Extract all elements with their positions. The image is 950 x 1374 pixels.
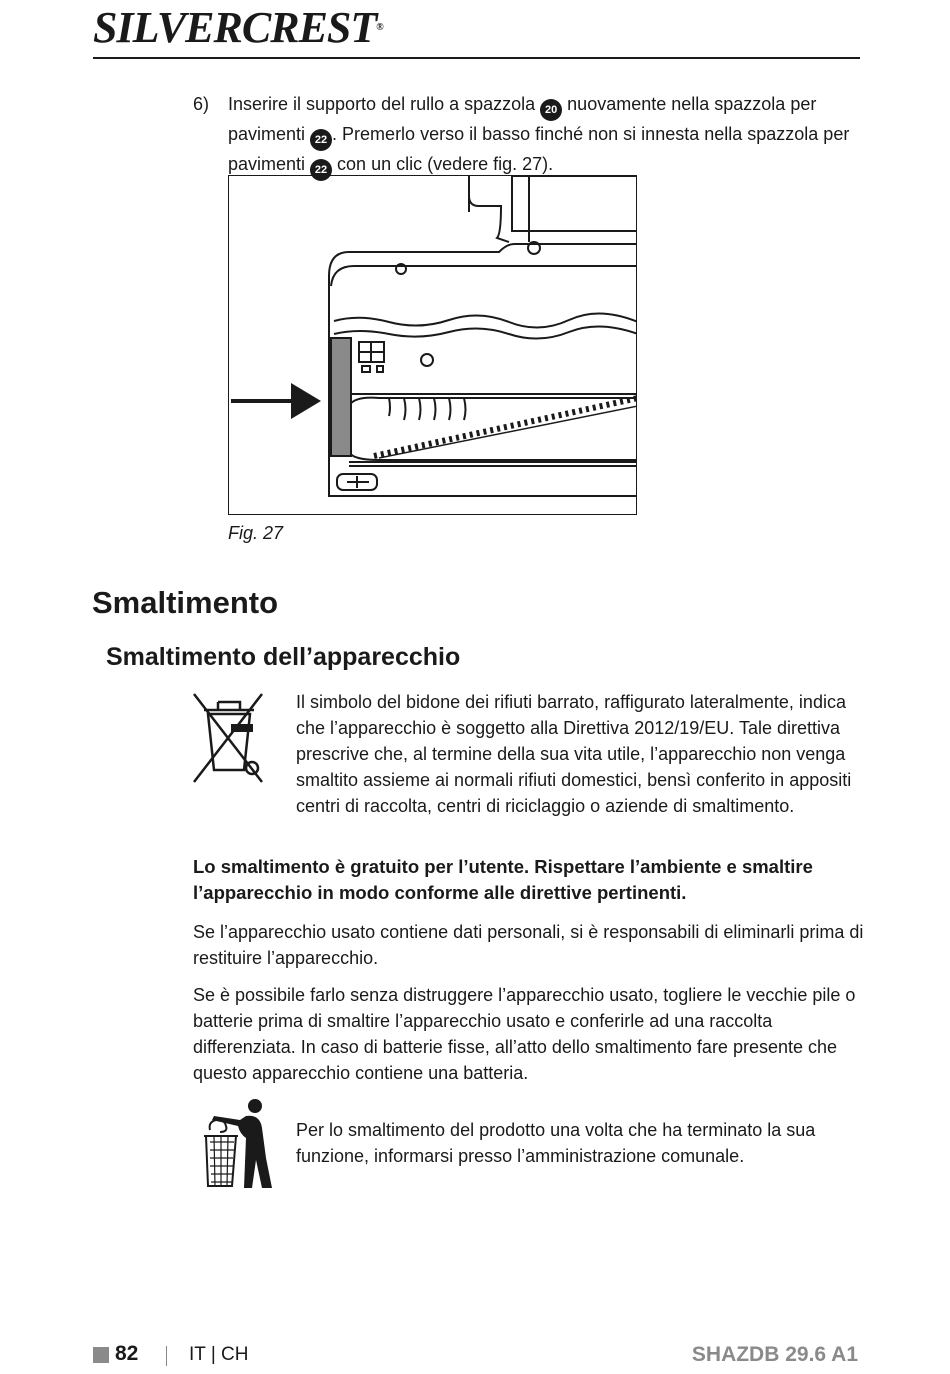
step-text bbox=[228, 91, 863, 181]
section-subtitle: Smaltimento dell’apparecchio bbox=[106, 643, 461, 671]
brand-registered-mark: ® bbox=[376, 22, 383, 33]
municipality-paragraph: Per lo smaltimento del prodotto una volta che ha terminato la sua funzione, informarsi presso l’amministrazione comunale. bbox=[296, 1120, 816, 1166]
step-number: 6) bbox=[193, 94, 210, 114]
ref-badge: 20 bbox=[540, 99, 562, 121]
brush-roll-drawing bbox=[229, 176, 637, 515]
tidyman-icon bbox=[200, 1098, 274, 1190]
step-text-part: . Premerlo verso il basso finché non si innesta nella spazzola per pavimenti bbox=[228, 124, 850, 174]
header-rule bbox=[93, 57, 860, 59]
figure-27-illustration bbox=[228, 175, 637, 515]
ref-badge: 22 bbox=[310, 159, 332, 181]
step-6 bbox=[193, 91, 863, 181]
personal-data-paragraph: Se l’apparecchio usato contiene dati personali, si è responsabili di eliminarli prima di restituire l’apparecchio. bbox=[193, 922, 864, 968]
ref-badge: 22 bbox=[310, 129, 332, 151]
batteries-paragraph: Se è possibile farlo senza distruggere l’apparecchio usato, togliere le vecchie pile o batterie prima di smaltire l’apparecchio usato e conferirle ad una raccolta differenziata. In caso di batterie fisse, all’atto dello smaltimento fare presente che questo apparecchio contiene una batteria. bbox=[193, 985, 856, 1083]
page-number: 82 bbox=[115, 1342, 139, 1365]
crossed-out-bin-icon bbox=[192, 692, 264, 786]
brand-name: SILVERCREST bbox=[93, 3, 377, 52]
footer-languages: IT | CH bbox=[189, 1344, 249, 1365]
footer-divider bbox=[166, 1346, 167, 1366]
figure-caption: Fig. 27 bbox=[228, 523, 284, 543]
step-text-part: nuovamente nella spazzola per pavimenti bbox=[228, 94, 817, 144]
footer-square-marker bbox=[93, 1347, 109, 1363]
footer-model: SHAZDB 29.6 A1 bbox=[691, 1343, 858, 1366]
weee-paragraph: Il simbolo del bidone dei rifiuti barrato, raffigurato lateralmente, indica che l’apparecchio è soggetto alla Direttiva 2012/19/EU. Tale direttiva prescrive che, al termine della sua vita utile, l’apparecchio non venga smaltito assieme ai normali rifiuti domestici, bensì conferito in appositi centri di raccolta, centri di riciclaggio o aziende di smaltimento. bbox=[296, 692, 852, 816]
brand-logo bbox=[93, 3, 383, 52]
step-text-part: con un clic (vedere fig. 27). bbox=[332, 154, 554, 174]
step-text-part: Inserire il supporto del rullo a spazzola bbox=[228, 94, 541, 114]
free-disposal-notice: Lo smaltimento è gratuito per l’utente. Rispettare l’ambiente e smaltire l’apparecchio in modo conforme alle direttive pertinenti. bbox=[193, 856, 813, 903]
section-title: Smaltimento bbox=[92, 585, 279, 620]
